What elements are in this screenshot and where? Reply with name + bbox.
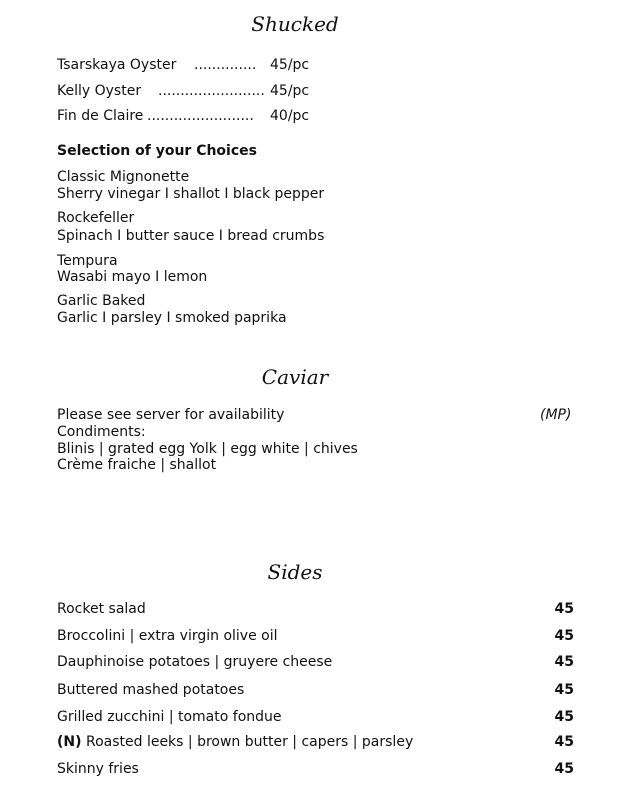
condiments-line: Blinis | grated egg Yolk | egg white | chives [57, 441, 358, 457]
side-item-price: 45 [554, 654, 574, 670]
nuts-indicator: (N) [57, 734, 82, 750]
condiments-line: Crème fraiche | shallot [57, 457, 217, 473]
side-item-name: Skinny fries [57, 761, 139, 777]
side-item-text: Roasted leeks | brown butter | capers | parsley [81, 734, 414, 750]
side-item-price: 45 [554, 628, 574, 644]
leader-dots: .............. [194, 57, 257, 73]
caviar-heading: Caviar [261, 365, 329, 389]
choice-desc: Wasabi mayo I lemon [57, 269, 208, 285]
choices-title: Selection of your Choices [57, 143, 257, 159]
choice-name: Rockefeller [57, 210, 135, 226]
caviar-price: (MP) [540, 407, 572, 423]
oyster-price: 40/pc [270, 108, 310, 124]
oyster-price: 45/pc [270, 57, 310, 73]
side-item-name: Dauphinoise potatoes | gruyere cheese [57, 654, 333, 670]
shucked-heading: Shucked [251, 12, 339, 36]
oyster-name: Fin de Claire [57, 108, 144, 124]
side-item-name: Grilled zucchini | tomato fondue [57, 709, 282, 725]
choice-desc: Spinach I butter sauce I bread crumbs [57, 228, 325, 244]
oyster-price: 45/pc [270, 83, 310, 99]
caviar-availability: Please see server for availability [57, 407, 285, 423]
sides-heading: Sides [267, 560, 323, 584]
choice-desc: Sherry vinegar I shallot I black pepper [57, 186, 325, 202]
oyster-name: Tsarskaya Oyster [57, 57, 177, 73]
side-item-price: 45 [554, 734, 574, 750]
choice-name: Classic Mignonette [57, 169, 190, 185]
choice-desc: Garlic I parsley I smoked paprika [57, 310, 287, 326]
side-item-price: 45 [554, 601, 574, 617]
side-item-price: 45 [554, 682, 574, 698]
leader-dots: ........................ [147, 108, 254, 124]
oyster-name: Kelly Oyster [57, 83, 142, 99]
side-item-name: Rocket salad [57, 601, 146, 617]
side-item-name: Broccolini | extra virgin olive oil [57, 628, 278, 644]
side-item-price: 45 [554, 761, 574, 777]
side-item-price: 45 [554, 709, 574, 725]
condiments-label: Condiments: [57, 424, 146, 440]
leader-dots: ........................ [158, 83, 265, 99]
choice-name: Garlic Baked [57, 293, 146, 309]
side-item-name: Buttered mashed potatoes [57, 682, 245, 698]
choice-name: Tempura [57, 253, 118, 269]
side-item-name [57, 734, 413, 750]
